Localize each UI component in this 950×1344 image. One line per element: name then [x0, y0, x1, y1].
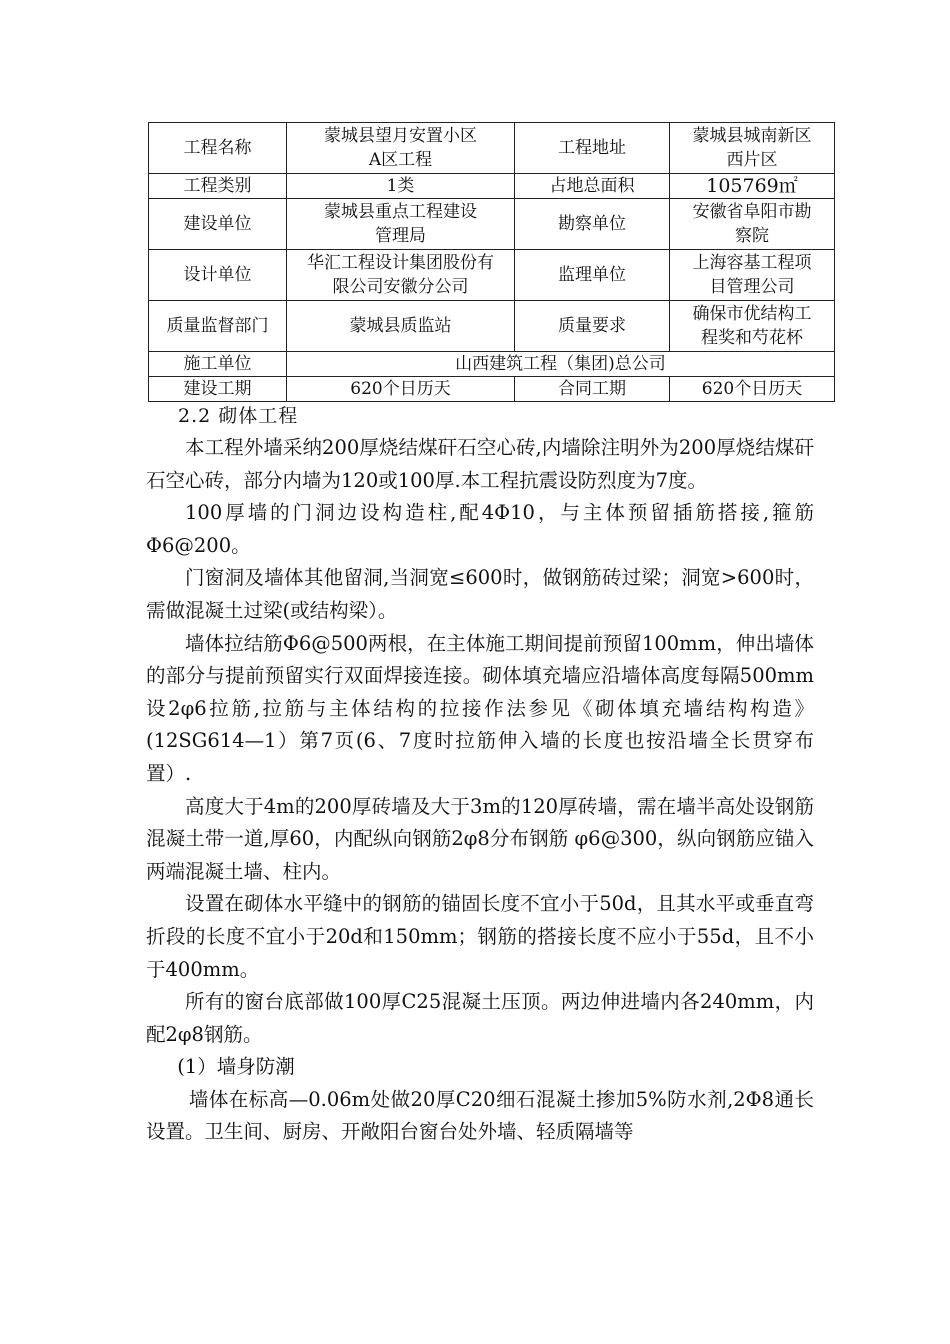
table-cell: 蒙城县城南新区 西片区	[670, 123, 835, 174]
table-cell: 620个日历天	[670, 377, 835, 402]
table-cell: 监理单位	[515, 250, 670, 301]
table-cell: 蒙城县质监站	[287, 301, 515, 352]
table-cell: 安徽省阜阳市勘 察院	[670, 199, 835, 250]
table-row	[149, 199, 835, 250]
table-cell: 华汇工程设计集团股份有 限公司安徽分公司	[287, 250, 515, 301]
paragraph: 墙体拉结筋Φ6@500两根，在主体施工期间提前预留100mm，伸出墙体的部分与提前预留实行双面焊接连接。砌体填充墙应沿墙体高度每隔500mm设2φ6拉筋,拉筋与主体结构的拉接作法参见《砌体填充墙结构构造》(12SG614—1）第7页(6、7度时拉筋伸入墙的长度也按沿墙全长贯穿布置）.	[146, 631, 814, 785]
paragraph: 门窗洞及墙体其他留洞,当洞宽≤600时，做钢筋砖过梁；洞宽>600时，需做混凝土过梁(或结构梁）。	[146, 566, 814, 622]
table-cell: 确保市优结构工 程奖和芍花杯	[670, 301, 835, 352]
table-cell: 1类	[287, 174, 515, 199]
table-row	[149, 250, 835, 301]
table-cell: 上海容基工程项 目管理公司	[670, 250, 835, 301]
table-row	[149, 174, 835, 199]
body-text	[146, 432, 814, 1149]
table-row	[149, 377, 835, 402]
paragraph: 设置在砌体水平缝中的钢筋的锚固长度不宜小于50d，且其水平或垂直弯折段的长度不宜小于20d和150mm；钢筋的搭接长度不应小于55d，且不小于400mm。	[146, 892, 814, 981]
table-cell: 620个日历天	[287, 377, 515, 402]
table-row	[149, 352, 835, 377]
table-cell: 建设单位	[149, 199, 287, 250]
table-cell: 工程地址	[515, 123, 670, 174]
table-cell: 蒙城县望月安置小区 A区工程	[287, 123, 515, 174]
paragraph: 高度大于4m的200厚砖墙及大于3m的120厚砖墙，需在墙半高处设钢筋混凝土带一道,厚60，内配纵向钢筋2φ8分布钢筋 φ6@300，纵向钢筋应锚入两端混凝土墙、柱内。	[146, 794, 814, 883]
table-cell: 占地总面积	[515, 174, 670, 199]
table-cell: 合同工期	[515, 377, 670, 402]
paragraph: 本工程外墙采纳200厚烧结煤矸石空心砖,内墙除注明外为200厚烧结煤矸石空心砖，部分内墙为120或100厚.本工程抗震设防烈度为7度。	[146, 436, 814, 492]
section-heading: 2.2 砌体工程	[178, 405, 299, 427]
table-row	[149, 123, 835, 174]
table-cell: 工程类别	[149, 174, 287, 199]
table-cell: 山西建筑工程（集团)总公司	[287, 352, 835, 377]
table-cell: 施工单位	[149, 352, 287, 377]
table-cell: 质量监督部门	[149, 301, 287, 352]
table-row	[149, 301, 835, 352]
table-cell: 设计单位	[149, 250, 287, 301]
table-cell: 建设工期	[149, 377, 287, 402]
table-cell: 蒙城县重点工程建设 管理局	[287, 199, 515, 250]
table-cell: 勘察单位	[515, 199, 670, 250]
table-cell: 105769㎡	[670, 174, 835, 199]
paragraph: 100厚墙的门洞边设构造柱,配4Φ10，与主体预留插筋搭接,箍筋Φ6@200。	[146, 501, 814, 557]
table-cell: 质量要求	[515, 301, 670, 352]
subheading: (1）墙身防潮	[177, 1055, 295, 1079]
project-info-table	[148, 122, 835, 402]
table-cell: 工程名称	[149, 123, 287, 174]
paragraph: 墙体在标高—0.06m处做20厚C20细石混凝土掺加5%防水剂,2Φ8通长设置。卫生间、厨房、开敞阳台窗台处外墙、轻质隔墙等	[146, 1087, 814, 1144]
paragraph: 所有的窗台底部做100厚C25混凝土压顶。两边伸进墙内各240mm，内配2φ8钢筋。	[146, 990, 814, 1046]
